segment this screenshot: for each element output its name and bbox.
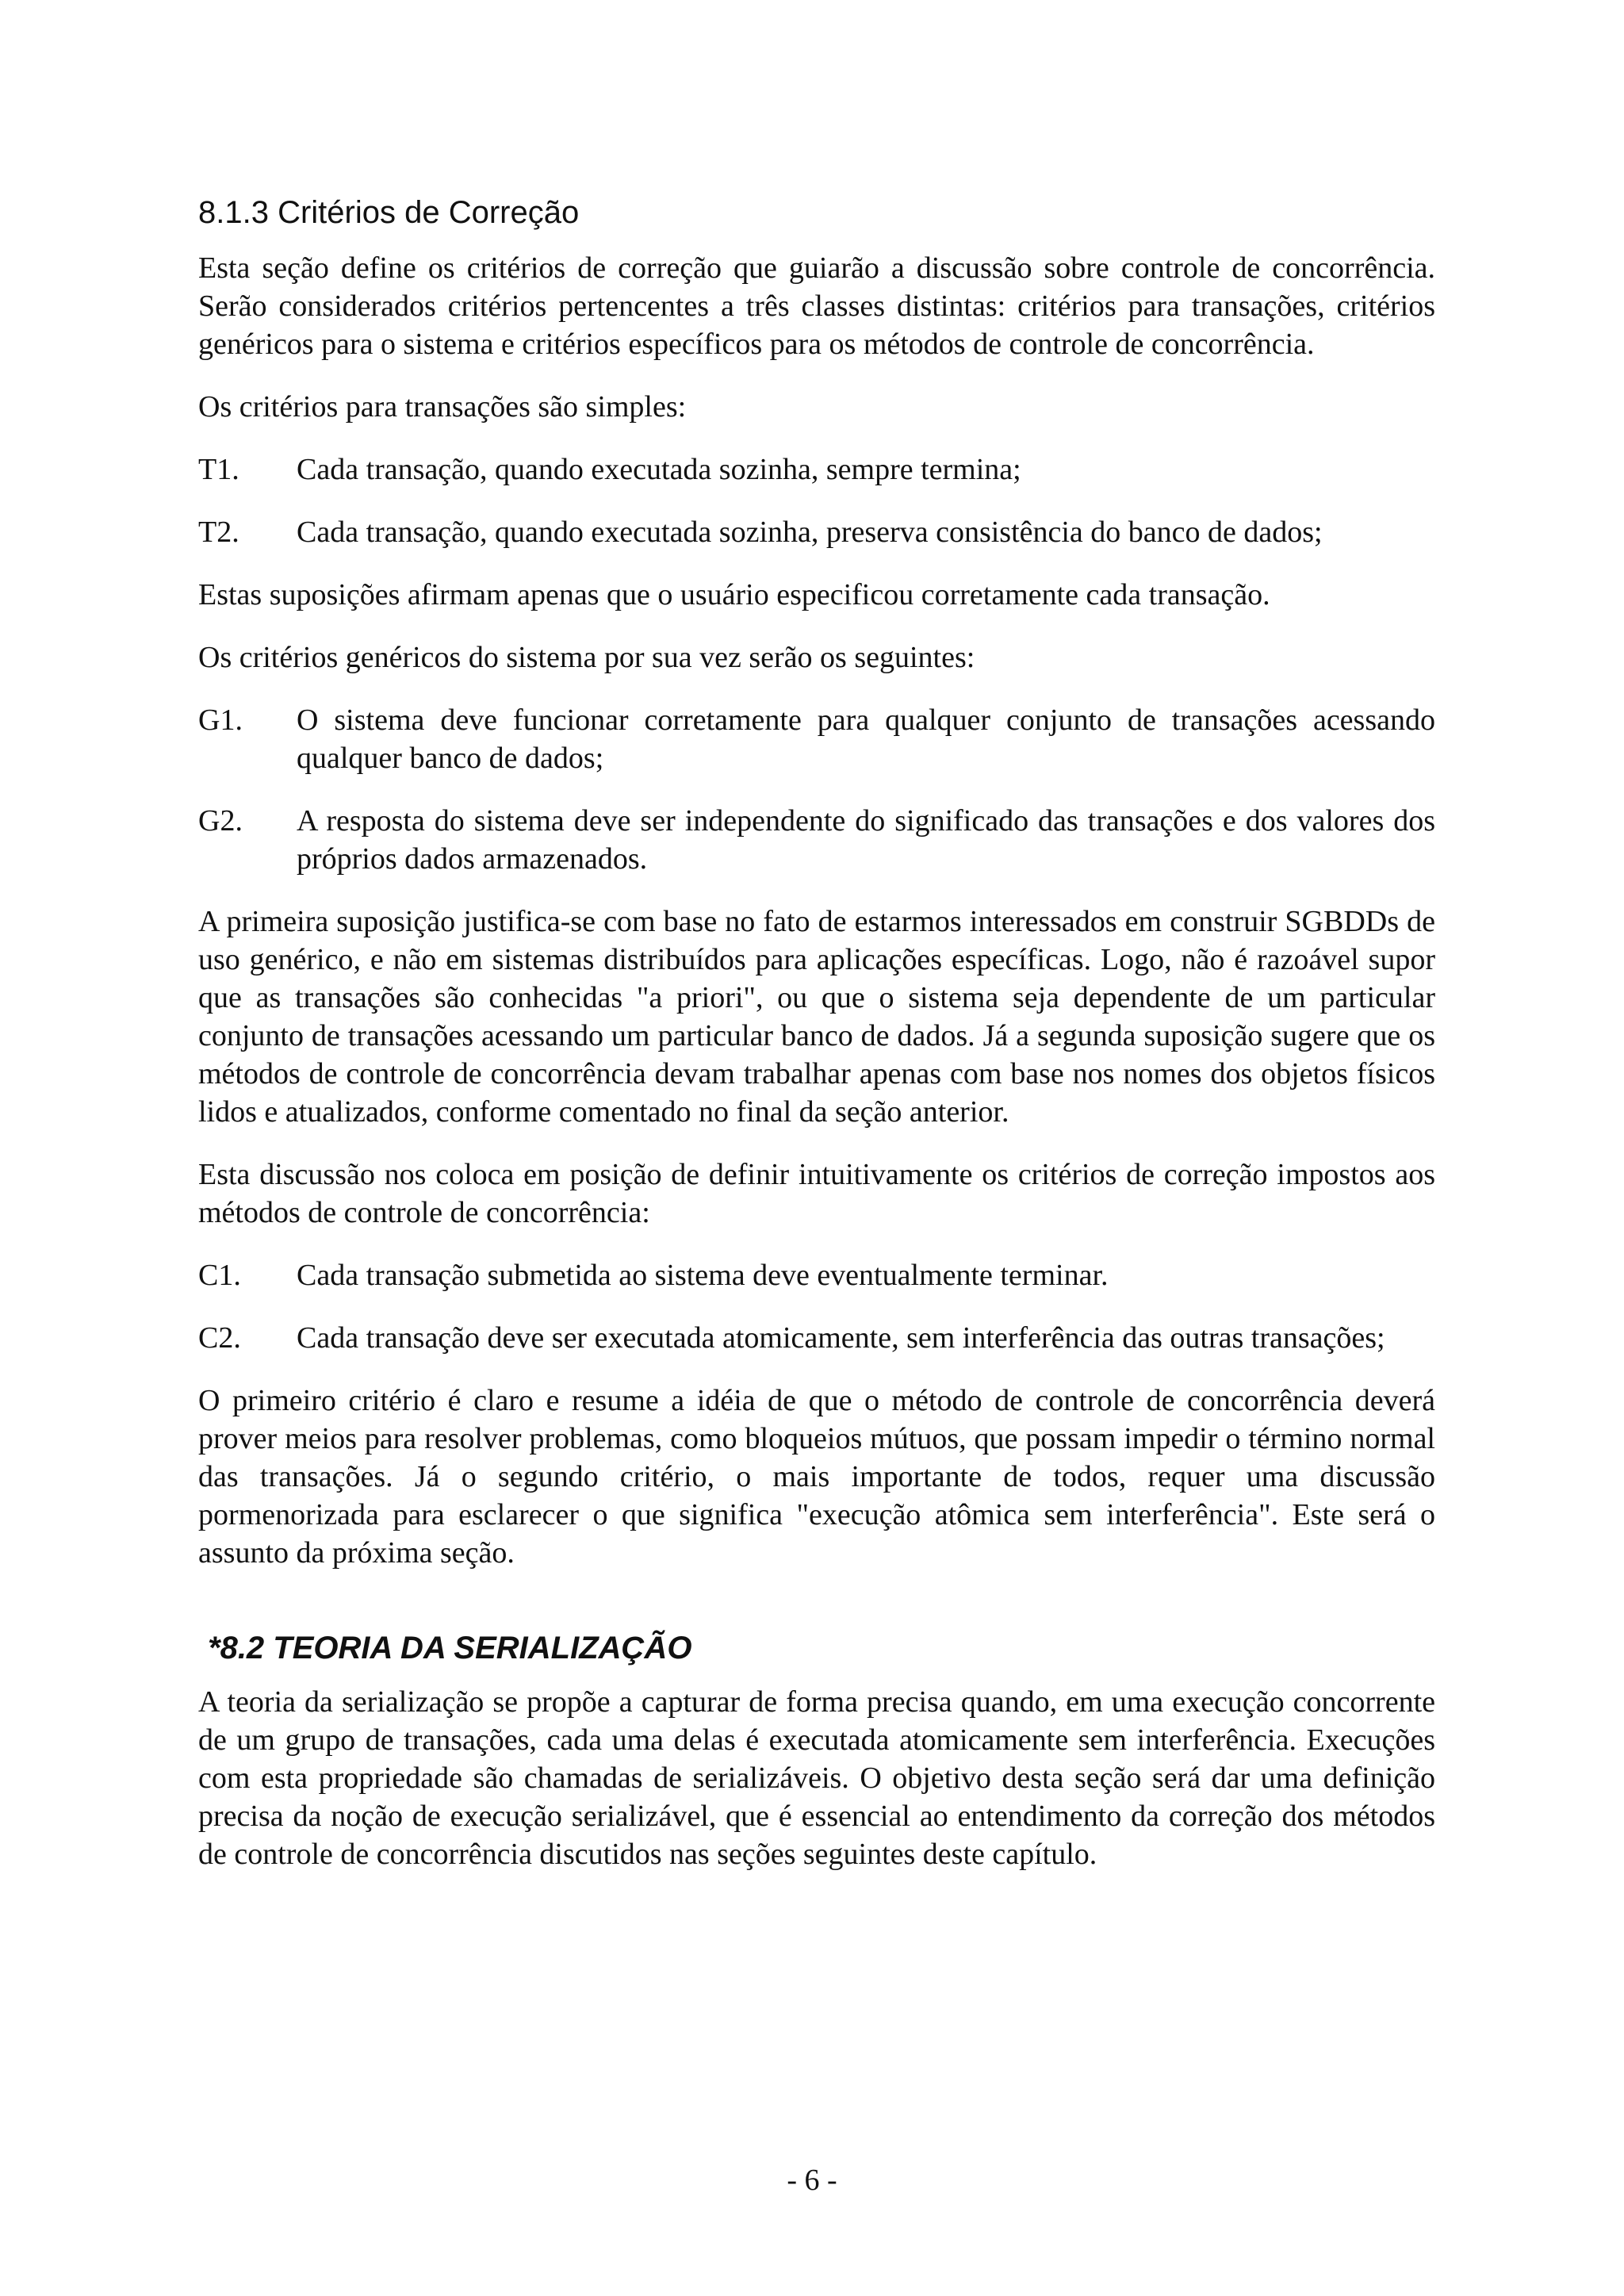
criterion-label: C2.	[198, 1321, 241, 1355]
criterion-c2	[198, 1319, 1435, 1357]
criterion-g2	[198, 802, 1435, 878]
criterion-text: Cada transação, quando executada sozinha, preserva consistência do banco de dados;	[297, 516, 1323, 549]
criterion-text: Cada transação deve ser executada atomicamente, sem interferência das outras transações;	[297, 1321, 1385, 1355]
criterion-t1	[198, 450, 1435, 489]
criterion-label: C1.	[198, 1259, 241, 1292]
criterion-c1	[198, 1256, 1435, 1294]
criterion-text: Cada transação submetida ao sistema deve eventualmente terminar.	[297, 1259, 1109, 1292]
criterion-text: O sistema deve funcionar corretamente para qualquer conjunto de transações acessando qualquer banco de dados;	[297, 703, 1435, 775]
generic-criteria-intro: Os critérios genéricos do sistema por sua vez serão os seguintes:	[198, 641, 975, 674]
criterion-t2	[198, 513, 1435, 551]
criterion-g1	[198, 701, 1435, 777]
section-paragraph: A teoria da serialização se propõe a capturar de forma precisa quando, em uma execução concorrente de um grupo de transações, cada uma delas é executada atomicamente sem interferência. Execuções com esta propriedade são chamadas de serializáveis. O objetivo desta seção será dar uma definição precisa da noção de execução serializável, que é essencial ao entendimento da correção dos métodos de controle de concorrência discutidos nas seções seguintes deste capítulo.	[198, 1685, 1435, 1871]
criterion-label: T2.	[198, 516, 239, 549]
subsection-title: 8.1.3 Critérios de Correção	[198, 195, 580, 230]
section-title: *8.2 TEORIA DA SERIALIZAÇÃO	[208, 1631, 692, 1665]
generic-discussion: A primeira suposição justifica-se com base no fato de estarmos interessados em construir SGBDDs de uso genérico, e não em sistemas distribuídos para aplicações específicas. Logo, não é razoável supor que as transações são conhecidas "a priori", ou que o sistema seja dependente de um particular conjunto de transações acessando um particular banco de dados. Já a segunda suposição sugere que os métodos de controle de concorrência devam trabalhar apenas com base nos nomes dos objetos físicos lidos e atualizados, conforme comentado no final da seção anterior.	[198, 905, 1435, 1129]
intro-paragraph: Esta seção define os critérios de correção que guiarão a discussão sobre controle de concorrência. Serão considerados critérios pertencentes a três classes distintas: critérios para transações, critérios genéricos para o sistema e critérios específicos para os métodos de controle de concorrência.	[198, 251, 1435, 361]
page-number: - 6 -	[787, 2164, 837, 2197]
criterion-label: G2.	[198, 804, 243, 838]
control-discussion: O primeiro critério é claro e resume a idéia de que o método de controle de concorrência deverá prover meios para resolver problemas, como bloqueios mútuos, que possam impedir o término normal das transações. Já o segundo critério, o mais importante de todos, requer uma discussão pormenorizada para esclarecer o que significa "execução atômica sem interferência". Este será o assunto da próxima seção.	[198, 1384, 1435, 1570]
transaction-note: Estas suposições afirmam apenas que o usuário especificou corretamente cada transação.	[198, 578, 1270, 611]
criterion-text: A resposta do sistema deve ser independente do significado das transações e dos valores dos próprios dados armazenados.	[297, 804, 1435, 876]
document-page	[198, 194, 1435, 1898]
transaction-criteria-intro: Os critérios para transações são simples:	[198, 390, 687, 424]
criterion-label: T1.	[198, 453, 239, 486]
criterion-label: G1.	[198, 703, 243, 737]
control-criteria-intro: Esta discussão nos coloca em posição de definir intuitivamente os critérios de correção impostos aos métodos de controle de concorrência:	[198, 1158, 1435, 1229]
criterion-text: Cada transação, quando executada sozinha, sempre termina;	[297, 453, 1021, 486]
